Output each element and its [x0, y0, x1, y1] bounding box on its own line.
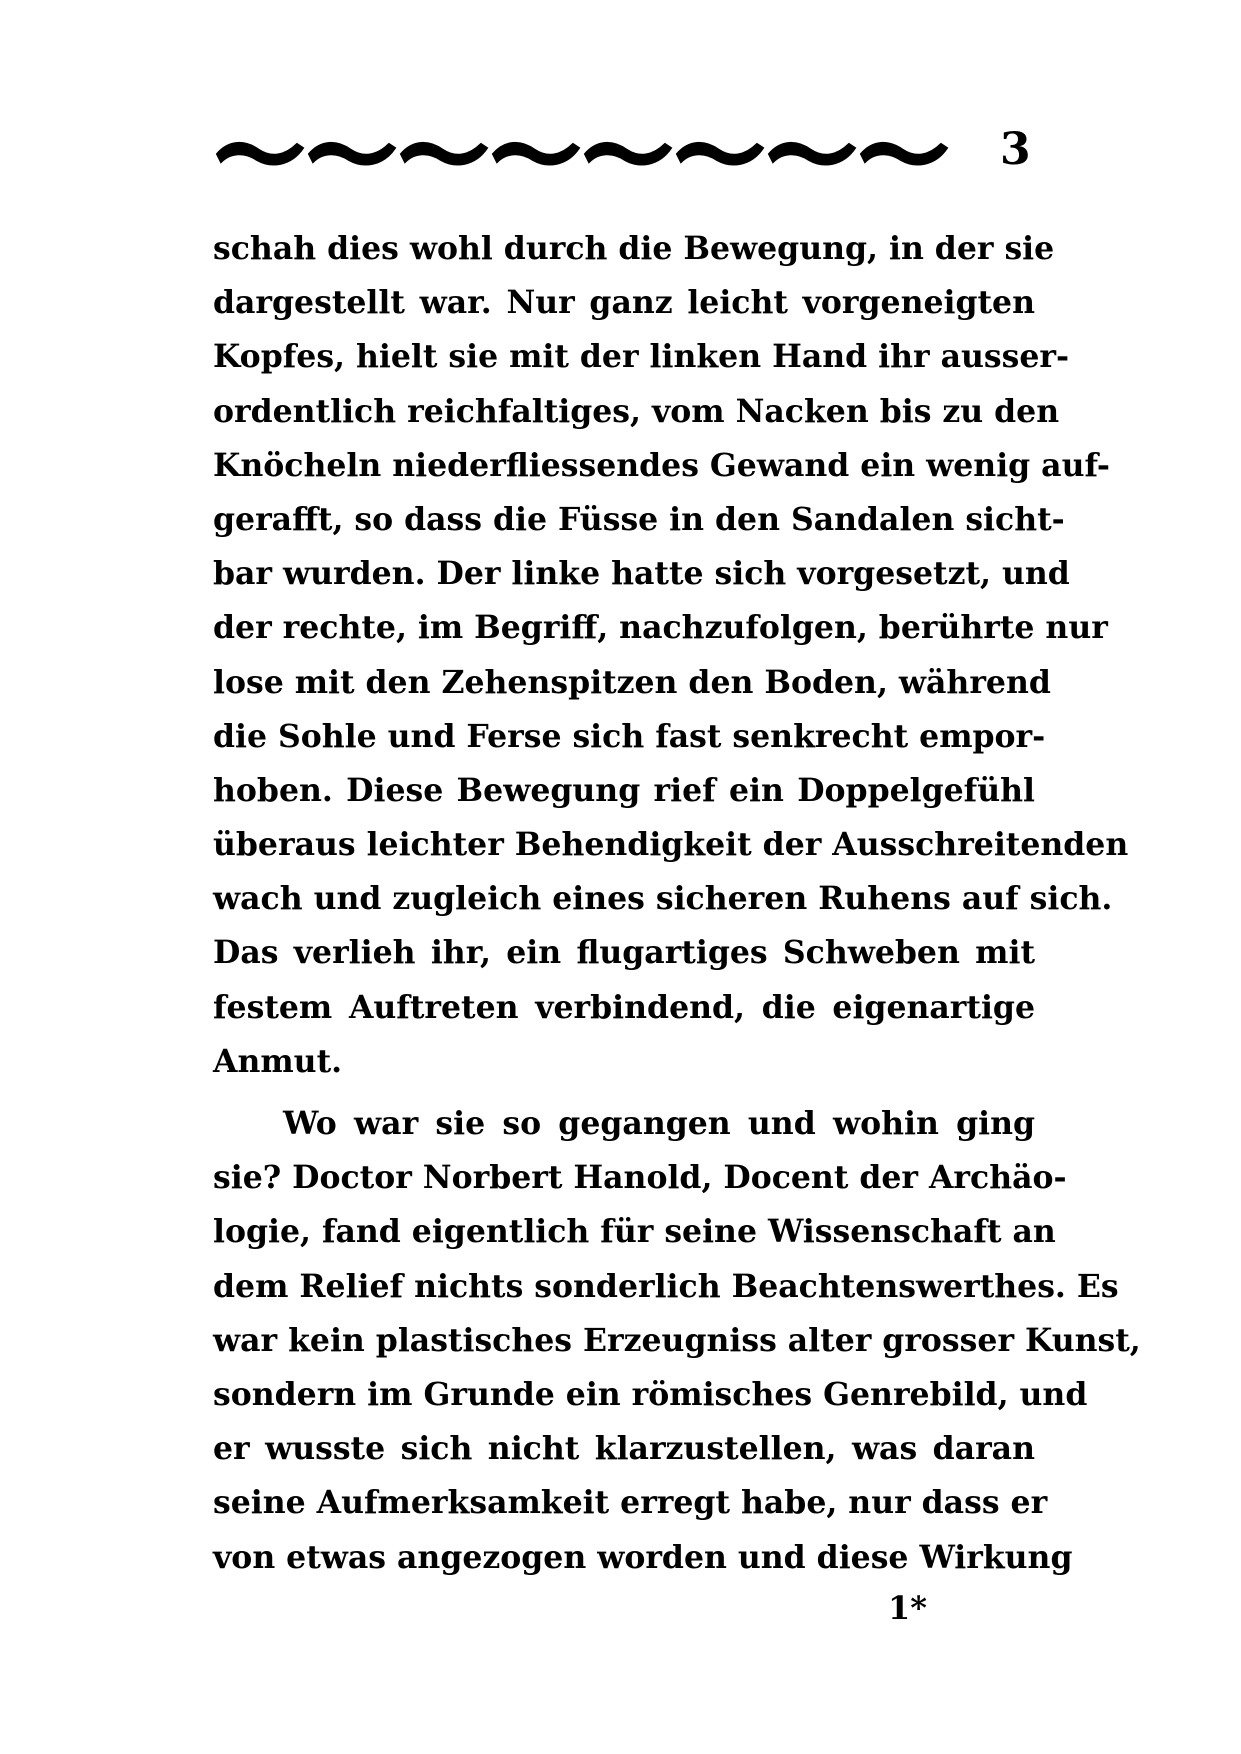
text-line: von etwas angezogen worden und diese Wirkung: [213, 1538, 1073, 1576]
text-line: er wusste sich nicht klarzustellen, was daran: [213, 1430, 1035, 1468]
text-line: der rechte, im Begriff, nachzufolgen, berührte nur: [213, 609, 1108, 647]
text-line: sondern im Grunde ein römisches Genrebild, und: [213, 1375, 1088, 1413]
ornament-wave-segment: [769, 143, 855, 165]
text-line: festem Auftreten verbindend, die eigenartige: [213, 988, 1035, 1026]
text-line: Knöcheln niederfliessendes Gewand ein wenig auf-: [213, 446, 1110, 484]
text-line: logie, fand eigentlich für seine Wissenschaft an: [213, 1213, 1056, 1251]
text-line: bar wurden. Der linke hatte sich vorgesetzt, und: [213, 555, 1070, 593]
paragraph-2: [213, 1097, 1141, 1585]
text-line: seine Aufmerksamkeit erregt habe, nur dass er: [213, 1484, 1048, 1522]
ornament-wave-segment: [217, 143, 303, 165]
text-line: gerafft, so dass die Füsse in den Sandalen sicht-: [213, 500, 1065, 538]
printer-signature-mark: 1*: [888, 1589, 927, 1627]
text-line: Kopfes, hielt sie mit der linken Hand ihr ausser-: [213, 338, 1070, 376]
ornament-wave-segment: [585, 143, 671, 165]
text-line: schah dies wohl durch die Bewegung, in der sie: [213, 230, 1055, 267]
text-line: dargestellt war. Nur ganz leicht vorgeneigten: [213, 284, 1035, 322]
decorative-wave-border-icon: [215, 134, 955, 170]
ornament-wave-segment: [309, 143, 395, 165]
text-line: lose mit den Zehenspitzen den Boden, während: [213, 663, 1051, 701]
text-line: die Sohle und Ferse sich fast senkrecht empor-: [213, 717, 1046, 755]
page-header: [215, 120, 1035, 180]
text-line: Das verlieh ihr, ein flugartiges Schweben mit: [213, 934, 1035, 972]
ornament-wave-segment: [861, 143, 947, 165]
text-line: wach und zugleich eines sicheren Ruhens auf sich.: [213, 880, 1113, 918]
text-line: war kein plastisches Erzeugniss alter grosser Kunst,: [213, 1321, 1141, 1359]
text-line: ordentlich reichfaltiges, vom Nacken bis zu den: [213, 392, 1060, 430]
text-line: Anmut.: [213, 1042, 343, 1080]
text-line: Wo war sie so gegangen und wohin ging: [283, 1105, 1035, 1142]
body-text: [213, 222, 1141, 1585]
text-line: hoben. Diese Bewegung rief ein Doppelgefühl: [213, 771, 1035, 809]
ornament-wave-segment: [677, 143, 763, 165]
text-line: überaus leichter Behendigkeit der Ausschreitenden: [213, 826, 1129, 864]
text-line: sie? Doctor Norbert Hanold, Docent der Archäo-: [213, 1159, 1067, 1197]
ornament-wave-segment: [493, 143, 579, 165]
paragraph-1: [213, 222, 1129, 1089]
page-number: 3: [1000, 124, 1031, 175]
text-line: dem Relief nichts sonderlich Beachtenswerthes. Es: [213, 1267, 1119, 1305]
ornament-wave-segment: [401, 143, 487, 165]
